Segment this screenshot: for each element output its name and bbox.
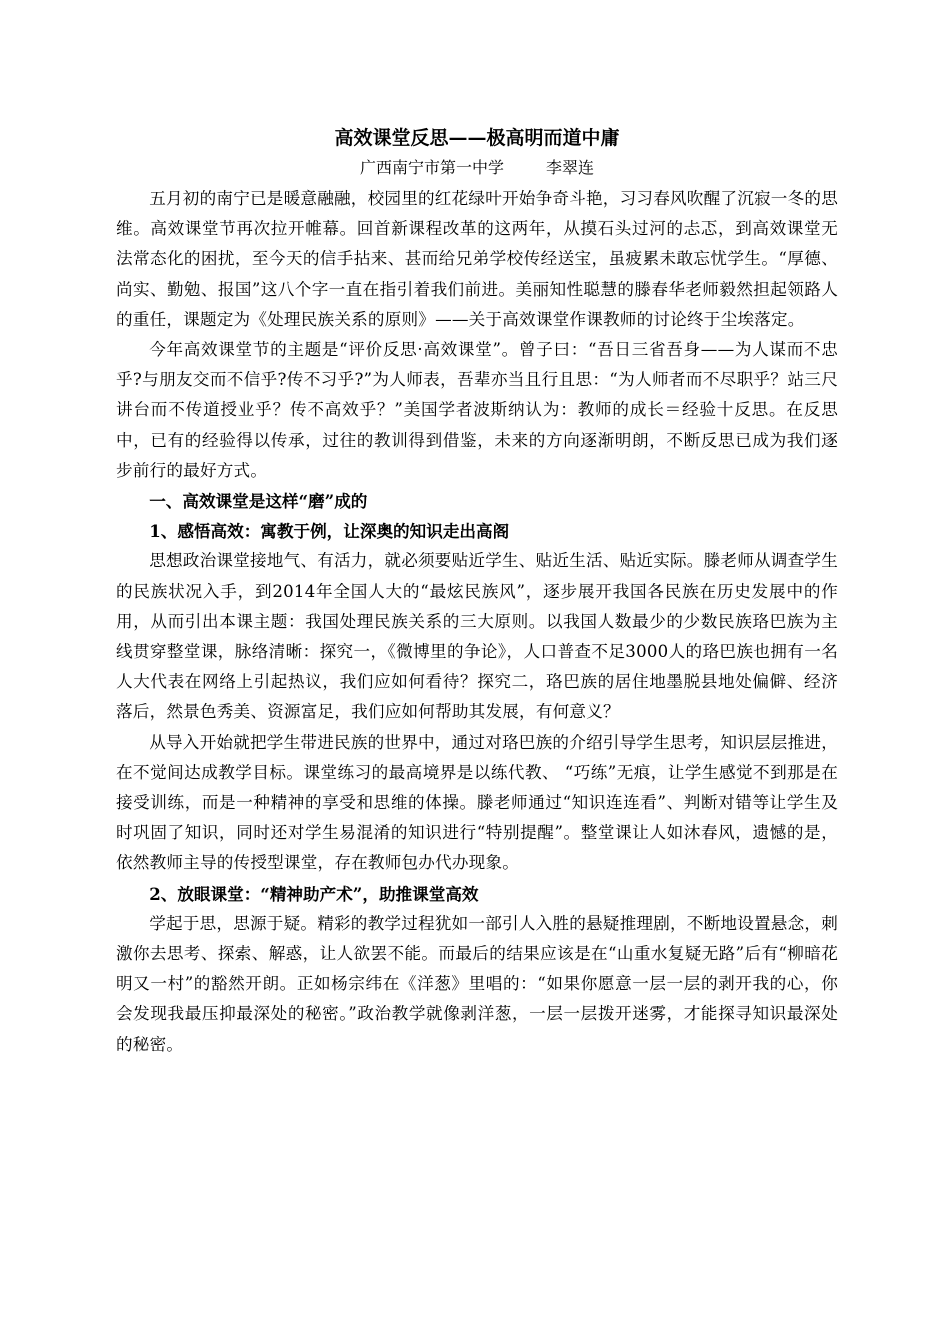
author-name: 李翠连	[546, 158, 595, 177]
paragraph: 思想政治课堂接地气、有活力，就必须要贴近学生、贴近生活、贴近实际。滕老师从调查学生的民族状况入手，到2014年全国人大的“最炫民族风”，逐步展开我国各民族在历史发展中的作用，从而引出本课主题：我国处理民族关系的三大原则。以我国人数最少的少数民族珞巴族为主线贯穿整堂课，脉络清晰：探究一，《微博里的争论》，人口普查不足3000人的珞巴族也拥有一名人大代表在网络上引起热议，我们应如何看待？探究二，珞巴族的居住地墨脱县地处偏僻、经济落后，然景色秀美、资源富足，我们应如何帮助其发展，有何意义？	[116, 551, 838, 722]
paragraph: 学起于思，思源于疑。精彩的教学过程犹如一部引人入胜的悬疑推理剧，不断地设置悬念，刺激你去思考、探索、解惑，让人欲罢不能。而最后的结果应该是在“山重水复疑无路”后有“柳暗花明又一村”的豁然开朗。正如杨宗纬在《洋葱》里唱的：“如果你愿意一层一层的剥开我的心，你会发现我最压抑最深处的秘密。”政治教学就像剥洋葱，一层一层拨开迷雾，才能探寻知识最深处的秘密。	[116, 913, 838, 1054]
section-heading: 一、高效课堂是这样“磨”成的	[149, 491, 368, 512]
paragraph: 今年高效课堂节的主题是“评价反思·高效课堂”。曾子曰：“吾日三省吾身——为人谋而不忠乎?与朋友交而不信乎?传不习乎?”为人师表，吾辈亦当且行且思：“为人师者而不尽职乎？站三尺讲台而不传道授业乎？传不高效乎？”美国学者波斯纳认为：教师的成长＝经验十反思。在反思中，已有的经验得以传承，过往的教训得到借鉴，未来的方向逐渐明朗，不断反思已成为我们逐步前行的最好方式。	[116, 340, 838, 480]
paragraph: 五月初的南宁已是暖意融融，校园里的红花绿叶开始争奇斗艳，习习春风吹醒了沉寂一冬的思维。高效课堂节再次拉开帷幕。回首新课程改革的这两年，从摸石头过河的忐忑，到高效课堂无法常态化的困扰，至今天的信手拈来、甚而给兄弟学校传经送宝，虽疲累未敢忘忧学生。“厚德、尚实、勤勉、报国”这八个字一直在指引着我们前进。美丽知性聪慧的滕春华老师毅然担起领路人的重任，课题定为《处理民族关系的原则》——关于高效课堂作课教师的讨论终于尘埃落定。	[116, 189, 838, 329]
subsection-heading: 1、感悟高效：寓教于例，让深奥的知识走出高阁	[149, 521, 510, 542]
subsection-heading: 2、放眼课堂：“精神助产术”，助推课堂高效	[149, 883, 479, 904]
document-title: 高效课堂反思——极高明而道中庸	[334, 127, 620, 149]
paragraph: 从导入开始就把学生带进民族的世界中，通过对珞巴族的介绍引导学生思考，知识层层推进，在不觉间达成教学目标。课堂练习的最高境界是以练代教、 “巧练”无痕，让学生感觉不到那是在接受训练，而是一种精神的享受和思维的体操。滕老师通过“知识连连看”、判断对错等让学生及时巩固了知识，同时还对学生易混淆的知识进行“特别提醒”。整堂课让人如沐春风，遗憾的是，依然教师主导的传授型课堂，存在教师包办代办现象。	[116, 732, 838, 873]
document-page	[116, 124, 838, 1060]
school-name: 广西南宁市第一中学	[359, 158, 504, 177]
byline	[116, 154, 838, 184]
